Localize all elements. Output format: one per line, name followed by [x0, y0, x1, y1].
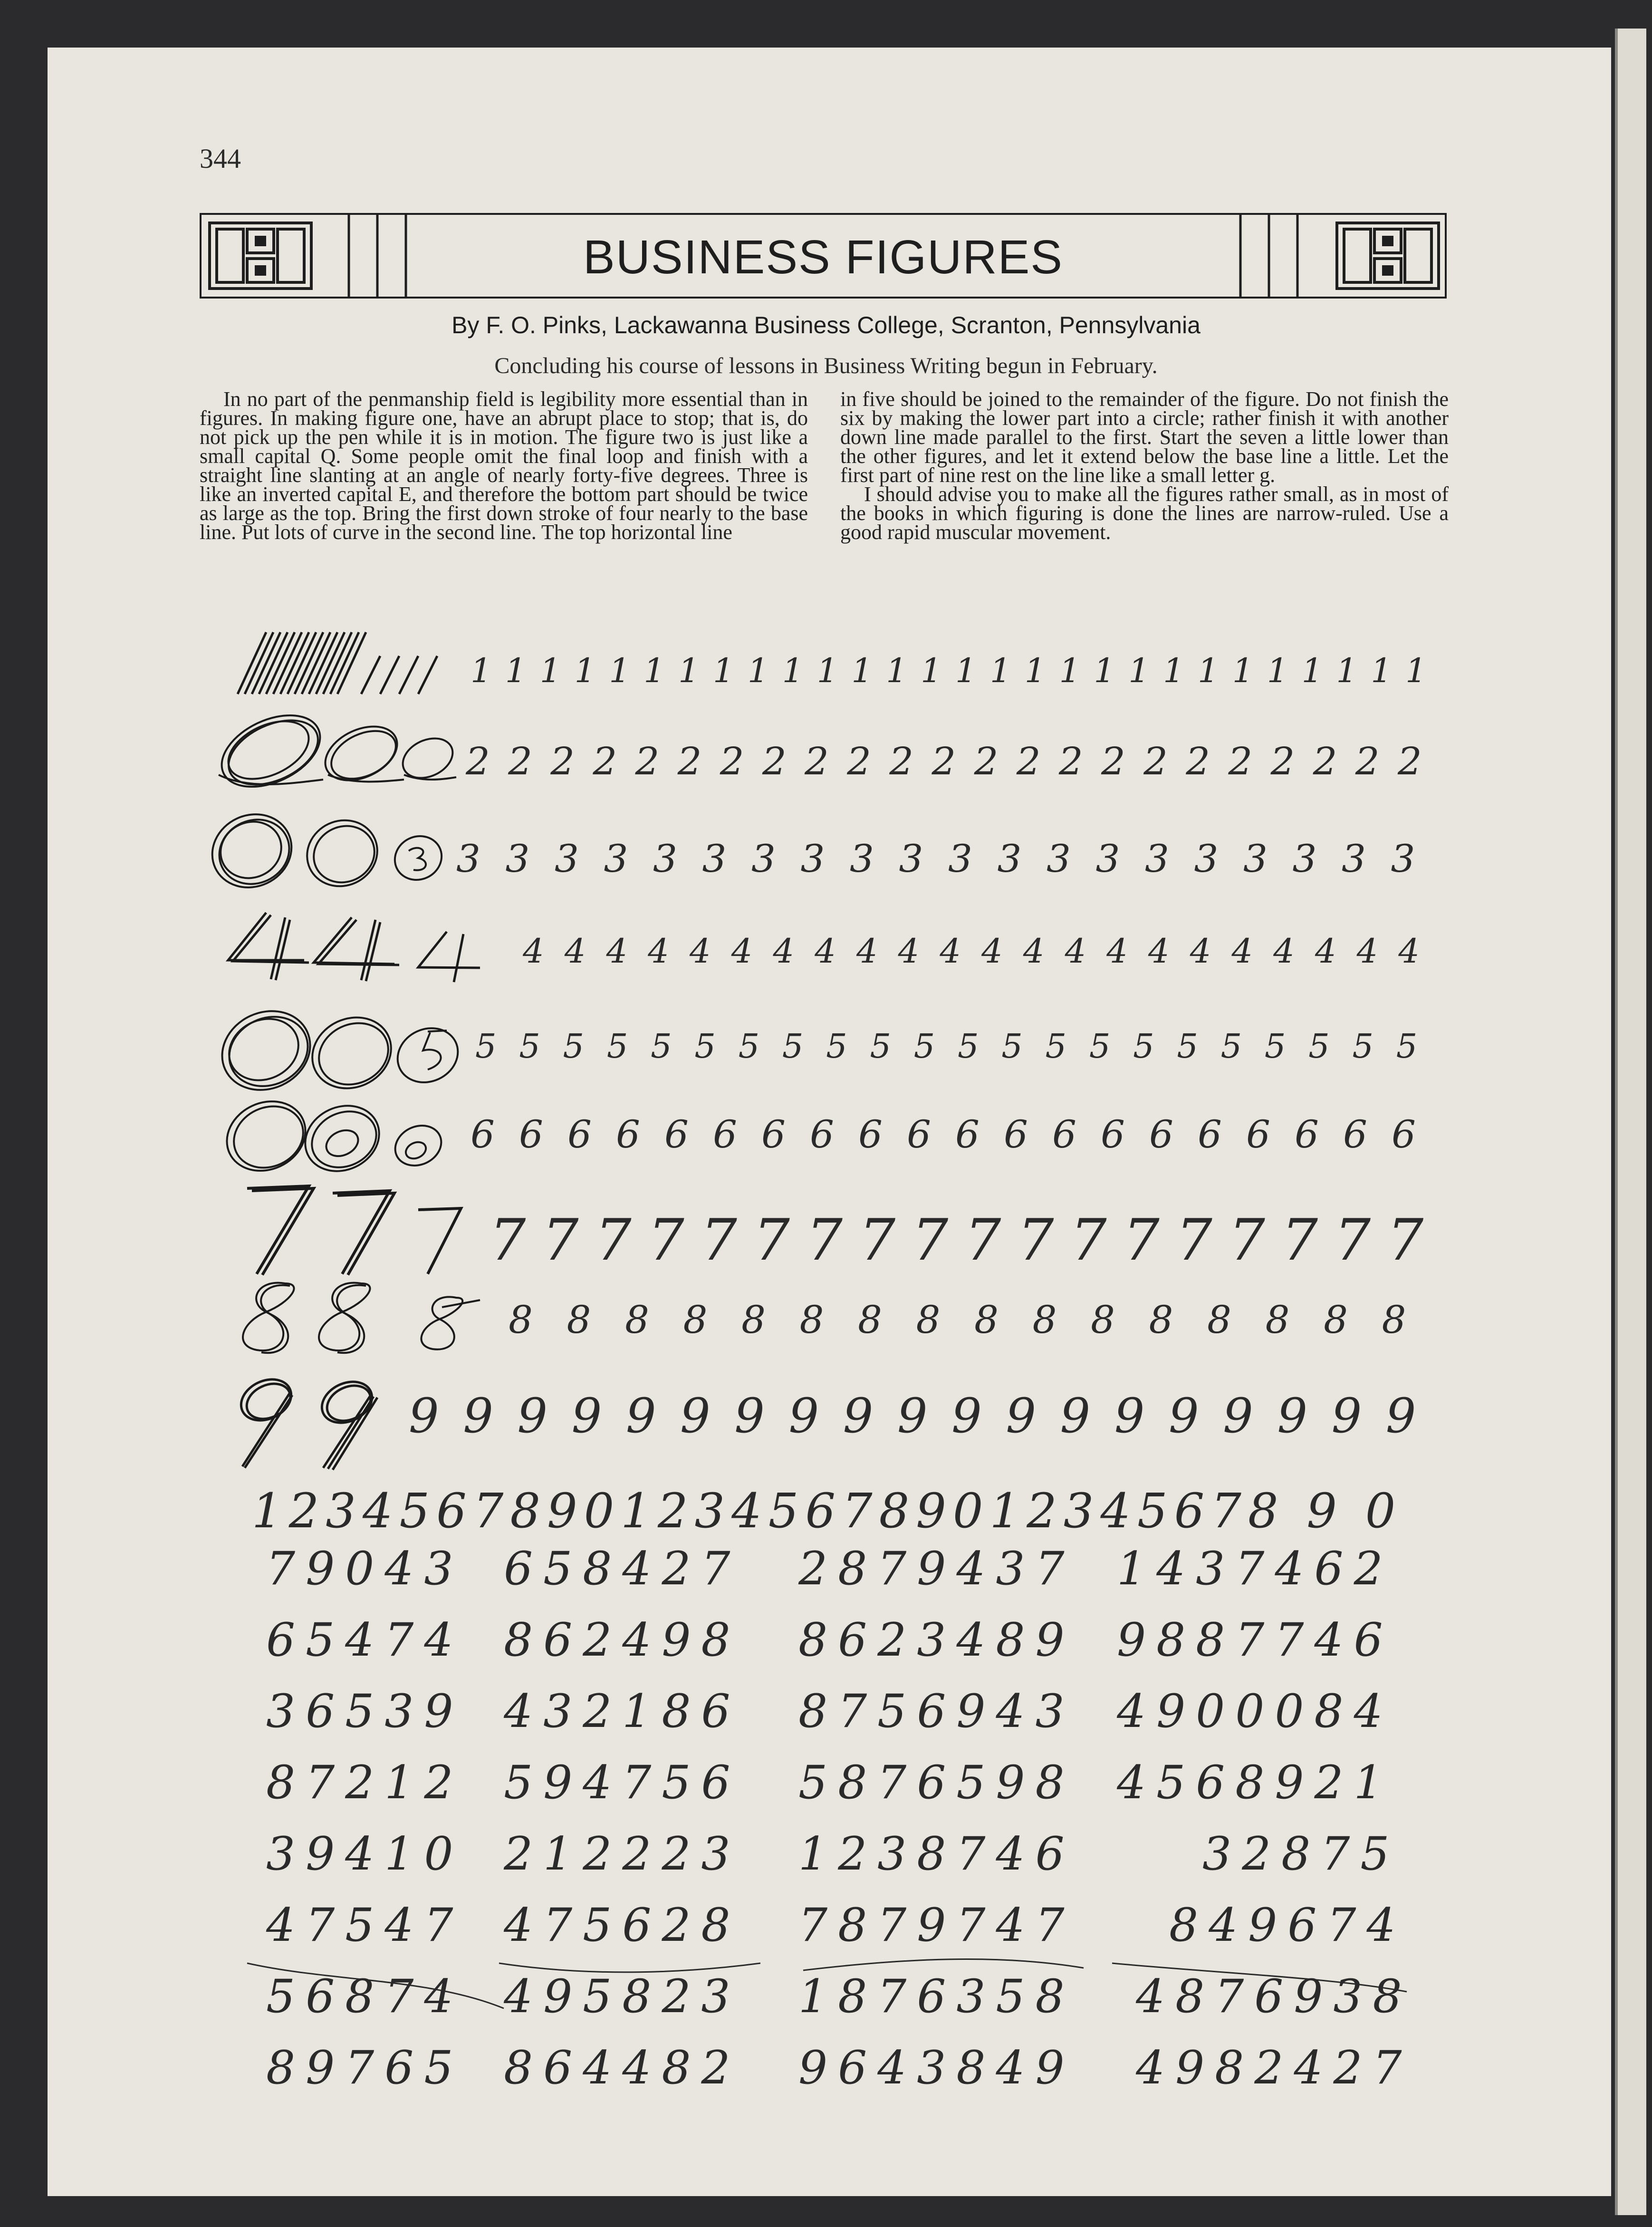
paragraph: I should advise you to make all the figures rather small, as in most of the books in which figuring is done the lines are narrow-ruled. Use a good rapid muscular movement.: [840, 482, 1449, 544]
paragraph: in five should be joined to the remainder of the figure. Do not finish the six by making the lower part into a circle; rather finish it with another down line made parallel to the first. Start the seven a little lower than the other figures, and let it extend below the base line a little. Let the first part of nine rest on the line like a small letter g.: [840, 387, 1449, 487]
drill-figure-1: 1: [678, 651, 700, 690]
drill-figure-7: 7: [1229, 1207, 1265, 1273]
drill-figure-1: 1: [989, 651, 1011, 690]
drill-figure-3: 3: [800, 837, 825, 881]
drill-figure-3: 3: [505, 837, 530, 881]
drill-figure-9: 9: [1060, 1388, 1091, 1444]
number-entry: 1437462: [1117, 1542, 1393, 1595]
number-entry: 79043: [266, 1542, 464, 1595]
drill-figure-4: 4: [731, 932, 753, 971]
drill-figure-8: 8: [916, 1298, 941, 1342]
drill-figure-6: 6: [955, 1112, 980, 1157]
number-entry: 658427: [504, 1542, 741, 1595]
number-entry: 56874: [266, 1970, 464, 2023]
drill-figure-1: 1: [1371, 651, 1392, 690]
drill-figure-5: 5: [870, 1027, 891, 1066]
drill-figure-4: 4: [940, 932, 961, 971]
drill-figure-6: 6: [1343, 1112, 1367, 1157]
number-entry: 864482: [504, 2041, 741, 2094]
drill-figure-9: 9: [1385, 1388, 1416, 1444]
drill-figure-3: 3: [751, 837, 776, 881]
drill-figure-8: 8: [509, 1298, 533, 1342]
drill-figure-7: 7: [542, 1207, 579, 1273]
drill-figure-3: 3: [653, 837, 677, 881]
drill-figure-4: 4: [773, 932, 794, 971]
drill-figure-1: 1: [539, 651, 561, 690]
drill-figure-4: 4: [1065, 932, 1086, 971]
drill-figure-5: 5: [782, 1027, 804, 1066]
drill-figure-7: 7: [1070, 1207, 1107, 1273]
drill-figure-8: 8: [625, 1298, 649, 1342]
drill-figure-4: 4: [1023, 932, 1045, 971]
drill-figure-6: 6: [713, 1112, 737, 1157]
drill-figure-5: 5: [475, 1027, 497, 1066]
drill-figure-9: 9: [1331, 1388, 1362, 1444]
drill-figure-7: 7: [1281, 1207, 1318, 1273]
drill-figure-6: 6: [1052, 1112, 1076, 1157]
drill-figure-8: 8: [741, 1298, 766, 1342]
drill-figure-2: 2: [1397, 739, 1422, 783]
number-entry: 862498: [504, 1613, 741, 1667]
drill-figure-9: 9: [680, 1388, 711, 1444]
drill-figure-3: 3: [1047, 837, 1071, 881]
drill-figure-9: 9: [409, 1388, 439, 1444]
drill-figure-4: 4: [1315, 932, 1336, 971]
drill-figure-5: 5: [1220, 1027, 1242, 1066]
drill-figure-1: 1: [471, 651, 492, 690]
drill-figure-7: 7: [701, 1207, 737, 1273]
drill-figure-4: 4: [564, 932, 586, 971]
drill-figure-5: 5: [826, 1027, 847, 1066]
drill-figure-7: 7: [806, 1207, 843, 1273]
drill-figure-8: 8: [1091, 1298, 1115, 1342]
four-loops: [228, 913, 480, 982]
drill-figure-5: 5: [651, 1027, 672, 1066]
drill-figure-4: 4: [856, 932, 878, 971]
drill-figure-7: 7: [859, 1207, 896, 1273]
drill-figure-6: 6: [1392, 1112, 1416, 1157]
drill-figure-5: 5: [958, 1027, 979, 1066]
drill-figure-3: 3: [1292, 837, 1317, 881]
drill-figure-1: 1: [1267, 651, 1288, 690]
drill-figure-2: 2: [466, 739, 490, 783]
drill-figure-9: 9: [463, 1388, 493, 1444]
drill-figure-3: 3: [899, 837, 923, 881]
five-loops: [209, 997, 467, 1104]
six-loops: [215, 1089, 448, 1184]
drill-figure-9: 9: [1006, 1388, 1036, 1444]
drill-figure-4: 4: [1398, 932, 1420, 971]
drill-figure-4: 4: [1190, 932, 1211, 971]
drill-figure-7: 7: [490, 1207, 526, 1273]
drill-figure-4: 4: [981, 932, 1003, 971]
drill-figure-7: 7: [1387, 1207, 1424, 1273]
drill-figure-6: 6: [616, 1112, 640, 1157]
drill-figure-8: 8: [1324, 1298, 1348, 1342]
drill-figure-2: 2: [762, 739, 787, 783]
drill-figure-7: 7: [1176, 1207, 1212, 1273]
number-column-1: [266, 1533, 463, 2103]
drill-figure-4: 4: [1356, 932, 1378, 971]
drill-figure-8: 8: [1382, 1298, 1406, 1342]
drill-figure-5: 5: [1001, 1027, 1023, 1066]
drill-figure-3: 3: [456, 837, 480, 881]
drill-figure-9: 9: [1168, 1388, 1199, 1444]
page-number: 344: [200, 143, 241, 174]
number-entry: 475628: [504, 1899, 741, 1952]
subtitle: Concluding his course of lessons in Business Writing begun in February.: [494, 353, 1158, 378]
drill-figure-5: 5: [1177, 1027, 1198, 1066]
drill-figure-2: 2: [677, 739, 702, 783]
number-entry: 849674: [1169, 1899, 1406, 1952]
drill-figure-1: 1: [782, 651, 804, 690]
drill-figure-4: 4: [606, 932, 627, 971]
drill-figure-1: 1: [1128, 651, 1150, 690]
drill-figure-1: 1: [1094, 651, 1115, 690]
drill-figure-8: 8: [974, 1298, 999, 1342]
number-entry: 47547: [266, 1899, 464, 1952]
drill-figure-2: 2: [847, 739, 872, 783]
drill-figure-1: 1: [505, 651, 527, 690]
number-entry: 1238746: [798, 1827, 1075, 1880]
number-entry: 36539: [266, 1685, 464, 1738]
drill-figure-5: 5: [1133, 1027, 1154, 1066]
q-loops: [211, 701, 459, 801]
drill-figure-8: 8: [683, 1298, 708, 1342]
drill-figure-6: 6: [1246, 1112, 1270, 1157]
number-entry: 4876938: [1136, 1970, 1412, 2023]
drill-figure-5: 5: [1089, 1027, 1111, 1066]
number-column-2: [504, 1533, 740, 2103]
drill-figure-3: 3: [1391, 837, 1415, 881]
drill-figure-9: 9: [951, 1388, 982, 1444]
number-entry: 65474: [266, 1613, 464, 1667]
drill-figure-1: 1: [1198, 651, 1219, 690]
drill-figure-3: 3: [702, 837, 727, 881]
drill-figure-5: 5: [1045, 1027, 1067, 1066]
drill-figure-2: 2: [889, 739, 914, 783]
drill-figure-6: 6: [471, 1112, 495, 1157]
number-entry: 1876358: [798, 1970, 1075, 2023]
drill-figure-1: 1: [955, 651, 977, 690]
drill-figure-4: 4: [1148, 932, 1170, 971]
drill-figure-2: 2: [1313, 739, 1337, 783]
number-column-4: [1117, 1533, 1421, 2103]
drill-figure-6: 6: [1004, 1112, 1028, 1157]
eight-loops: [243, 1283, 480, 1353]
drill-figure-2: 2: [550, 739, 575, 783]
three-loops: [200, 801, 449, 900]
byline: By F. O. Pinks, Lackawanna Business College, Scranton, Pennsylvania: [451, 312, 1201, 338]
drill-figure-1: 1: [1405, 651, 1427, 690]
drill-figure-9: 9: [734, 1388, 765, 1444]
drill-figure-2: 2: [805, 739, 829, 783]
drill-figure-2: 2: [1355, 739, 1380, 783]
drill-figure-1: 1: [644, 651, 665, 690]
number-entry: 594756: [504, 1756, 741, 1809]
drill-figure-9: 9: [517, 1388, 548, 1444]
drill-figure-2: 2: [1186, 739, 1210, 783]
drill-figure-2: 2: [932, 739, 956, 783]
drill-figure-2: 2: [1058, 739, 1083, 783]
drill-figure-2: 2: [1270, 739, 1295, 783]
drill-figure-9: 9: [1114, 1388, 1145, 1444]
number-entry: 495823: [504, 1970, 741, 2023]
drill-figure-8: 8: [1265, 1298, 1290, 1342]
number-entry: 32875: [1202, 1827, 1400, 1880]
drill-figure-3: 3: [1145, 837, 1169, 881]
drill-figure-3: 3: [555, 837, 579, 881]
drill-figure-1: 1: [921, 651, 942, 690]
drill-figure-4: 4: [898, 932, 920, 971]
drill-figure-1: 1: [747, 651, 769, 690]
drill-figure-8: 8: [1032, 1298, 1057, 1342]
drill-figure-2: 2: [1101, 739, 1125, 783]
drill-figure-5: 5: [1352, 1027, 1373, 1066]
number-entry: 4568921: [1117, 1756, 1393, 1809]
nine-loops: [234, 1372, 379, 1470]
drill-figure-7: 7: [1123, 1207, 1160, 1273]
drill-figure-5: 5: [1396, 1027, 1418, 1066]
drill-figure-1: 1: [1163, 651, 1184, 690]
drill-figure-1: 1: [1059, 651, 1081, 690]
drill-figure-5: 5: [519, 1027, 540, 1066]
number-entry: 7879747: [798, 1899, 1075, 1952]
drill-figure-1: 1: [1301, 651, 1323, 690]
drill-figure-4: 4: [1273, 932, 1295, 971]
drill-figure-7: 7: [912, 1207, 949, 1273]
number-entry: 5876598: [798, 1756, 1075, 1809]
drill-figure-5: 5: [563, 1027, 585, 1066]
drill-figure-8: 8: [799, 1298, 824, 1342]
drill-figure-3: 3: [948, 837, 972, 881]
drill-figure-9: 9: [625, 1388, 656, 1444]
drill-figure-3: 3: [1243, 837, 1268, 881]
number-entry: 9887746: [1117, 1613, 1393, 1667]
drill-figure-6: 6: [1295, 1112, 1319, 1157]
drill-figure-4: 4: [1106, 932, 1128, 971]
number-entry: 39410: [266, 1827, 464, 1880]
number-column-3: [798, 1533, 1075, 2103]
drill-figure-3: 3: [997, 837, 1022, 881]
drill-figure-5: 5: [913, 1027, 935, 1066]
drill-figure-4: 4: [689, 932, 711, 971]
drill-figure-5: 5: [694, 1027, 716, 1066]
number-entry: 8756943: [798, 1685, 1075, 1738]
drill-figure-9: 9: [1277, 1388, 1307, 1444]
drill-figure-6: 6: [761, 1112, 786, 1157]
number-entry: 212223: [504, 1827, 741, 1880]
drill-figure-7: 7: [595, 1207, 632, 1273]
number-entry: 9643849: [798, 2041, 1075, 2094]
number-entry: 8623489: [798, 1613, 1075, 1667]
drill-figure-6: 6: [1101, 1112, 1125, 1157]
drill-figure-7: 7: [1018, 1207, 1054, 1273]
drill-figure-1: 1: [1024, 651, 1046, 690]
drill-figure-3: 3: [604, 837, 628, 881]
figure-sequence: 1234567890123456789012345678 9 0: [252, 1483, 1402, 1539]
drill-figure-4: 4: [648, 932, 669, 971]
drill-figure-8: 8: [1149, 1298, 1173, 1342]
drill-figure-5: 5: [606, 1027, 628, 1066]
ones-bundle: [238, 632, 437, 694]
page-title: BUSINESS FIGURES: [583, 231, 1063, 284]
drill-figure-2: 2: [635, 739, 660, 783]
number-entry: 2879437: [798, 1542, 1075, 1595]
drill-figure-4: 4: [815, 932, 836, 971]
drill-figure-5: 5: [738, 1027, 760, 1066]
drill-figure-6: 6: [907, 1112, 931, 1157]
drill-figure-1: 1: [609, 651, 630, 690]
number-entry: 4982427: [1136, 2041, 1412, 2094]
drill-figure-6: 6: [810, 1112, 834, 1157]
drill-figure-1: 1: [851, 651, 873, 690]
number-entry: 4900084: [1117, 1685, 1393, 1738]
drill-figure-2: 2: [1016, 739, 1041, 783]
drill-figure-1: 1: [1232, 651, 1254, 690]
drill-figure-5: 5: [1264, 1027, 1286, 1066]
drill-figure-9: 9: [897, 1388, 928, 1444]
drill-figure-9: 9: [843, 1388, 874, 1444]
number-entry: 87212: [266, 1756, 464, 1809]
drill-figure-2: 2: [720, 739, 744, 783]
drill-figure-2: 2: [974, 739, 999, 783]
drill-figure-7: 7: [1334, 1207, 1371, 1273]
drill-figure-2: 2: [508, 739, 533, 783]
drill-figure-6: 6: [567, 1112, 592, 1157]
drill-figure-2: 2: [1228, 739, 1253, 783]
drill-figure-3: 3: [1342, 837, 1366, 881]
drill-figure-3: 3: [1194, 837, 1219, 881]
drill-figure-6: 6: [1198, 1112, 1222, 1157]
drill-figure-4: 4: [1231, 932, 1253, 971]
paragraph: In no part of the penmanship field is legibility more essential than in figures. In making figure one, have an abrupt place to stop; that is, do not pick up the pen while it is in motion. The figure two is just like a small capital Q. Some people omit the final loop and finish with a straight line slanting at an angle of nearly forty-five degrees. Three is like an inverted capital E, and therefore the bottom part should be twice as large as the top. Bring the first down stroke of four nearly to the base line. Put lots of curve in the second line. The top horizontal line: [200, 387, 808, 544]
drill-figure-5: 5: [1308, 1027, 1330, 1066]
drill-figure-1: 1: [1336, 651, 1357, 690]
drill-figure-7: 7: [965, 1207, 1001, 1273]
drill-figure-1: 1: [713, 651, 734, 690]
drill-figure-6: 6: [664, 1112, 689, 1157]
drill-figure-8: 8: [567, 1298, 591, 1342]
drill-figure-9: 9: [788, 1388, 819, 1444]
drill-figure-7: 7: [648, 1207, 684, 1273]
drill-figure-9: 9: [571, 1388, 602, 1444]
seven-loops: [247, 1186, 461, 1275]
drill-figure-6: 6: [1149, 1112, 1173, 1157]
drill-figure-3: 3: [1095, 837, 1120, 881]
drill-figure-6: 6: [858, 1112, 883, 1157]
drill-figure-8: 8: [858, 1298, 882, 1342]
number-entry: 89765: [266, 2041, 464, 2094]
drill-figure-1: 1: [886, 651, 907, 690]
drill-figure-2: 2: [1143, 739, 1168, 783]
drill-figure-9: 9: [1223, 1388, 1253, 1444]
drill-figure-7: 7: [753, 1207, 790, 1273]
drill-figure-1: 1: [574, 651, 596, 690]
drill-figure-2: 2: [593, 739, 617, 783]
drill-figure-4: 4: [523, 932, 544, 971]
drill-figure-3: 3: [850, 837, 874, 881]
drill-figure-6: 6: [519, 1112, 543, 1157]
number-entry: 432186: [504, 1685, 741, 1738]
drill-figure-1: 1: [816, 651, 838, 690]
drill-figure-8: 8: [1207, 1298, 1231, 1342]
